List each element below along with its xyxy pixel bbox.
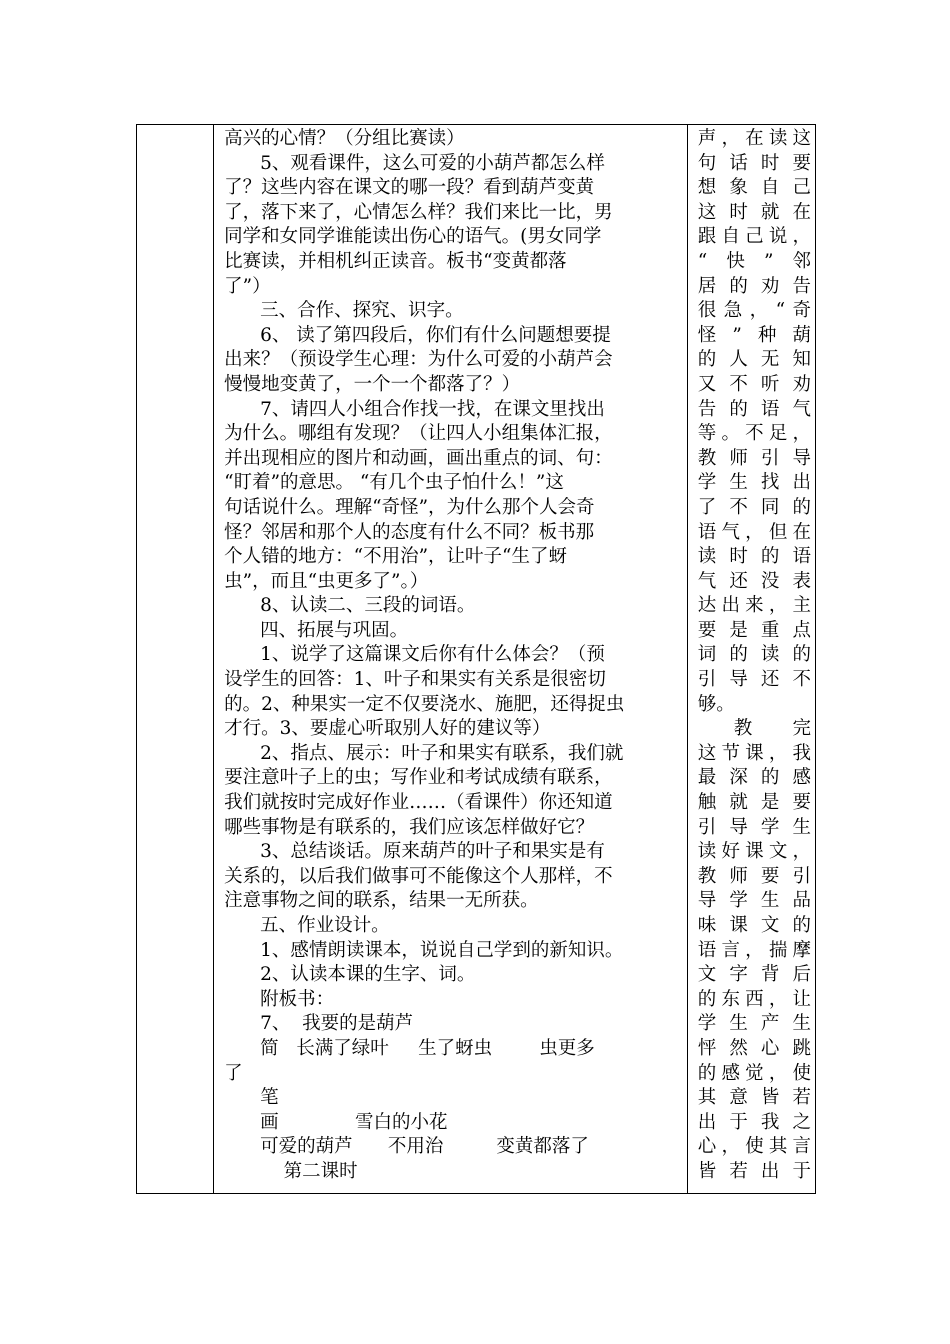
teaching-process-cell	[214, 125, 688, 1194]
reflection-text-line: 句话时要	[697, 152, 811, 174]
main-text-line: 附板书：	[260, 988, 335, 1010]
reflection-text-line: 触就是要	[697, 792, 811, 814]
main-text-line: 的。2、种果实一定不仅要浇水、施肥，还得捉虫	[224, 693, 625, 715]
reflection-text-line: 达出来，主	[697, 595, 811, 617]
reflection-text-line: 够。	[697, 693, 735, 715]
reflection-text-line: 这节课，我	[697, 742, 811, 764]
reflection-text-line: 教师引导	[697, 447, 811, 469]
main-text-line: 要注意叶子上的虫；写作业和考试成绩有联系，	[224, 767, 613, 789]
main-text-line: 8、认读二、三段的词语。	[260, 595, 476, 617]
reflection-text-line: 出于我之	[697, 1111, 811, 1133]
main-text-line: 慢慢地变黄了，一个一个都落了？）	[224, 373, 521, 395]
reflection-text-line: 引导还不	[697, 669, 811, 691]
reflection-text-line: 要是重点	[697, 619, 811, 641]
main-text-line: 五、作业设计。	[260, 915, 390, 936]
main-text-line: 可爱的葫芦 不用治 变黄都落了	[260, 1136, 589, 1158]
reflection-text-line: 教完	[733, 718, 811, 740]
reflection-text-line: 告的语气	[697, 398, 811, 420]
main-text-line: 怪？邻居和那个人的态度有什么不同？板书那	[224, 521, 595, 543]
reflection-text-line: 学生产生	[697, 1013, 811, 1035]
reflection-text-line: 的东西，让	[697, 988, 811, 1010]
main-text-line: 了？这些内容在课文的哪一段？看到葫芦变黄	[224, 177, 595, 199]
reflection-text-line: 其意皆若	[697, 1087, 811, 1109]
reflection-text-line: 居的劝告	[697, 275, 811, 297]
reflection-text-line: 怪”种葫	[697, 324, 811, 346]
reflection-text-line: 语言，揣摩	[697, 939, 811, 961]
reflection-text-line: 读好课文，	[697, 841, 811, 863]
main-text-line: 关系的，以后我们做事可不能像这个人那样，不	[224, 865, 613, 887]
main-text-line: 1、说学了这篇课文后你有什么体会？（预	[260, 644, 605, 666]
main-text-line: 才行。3、要虚心听取别人好的建议等）	[224, 718, 551, 740]
main-text-line: 三、合作、探究、识字。	[260, 300, 464, 322]
main-text-line: 个人错的地方：“不用治”，让叶子“生了蚜	[224, 546, 567, 568]
main-text-line: 3、总结谈话。原来葫芦的叶子和果实是有	[260, 841, 605, 863]
reflection-text-line: 教师要引	[697, 865, 811, 887]
reflection-text-line: 的人无知	[697, 349, 811, 371]
main-text-line: 高兴的心情？（分组比赛读）	[224, 128, 465, 149]
main-text-line: 简 长满了绿叶 生了蚜虫 虫更多	[260, 1037, 595, 1059]
main-text-line: 第二课时	[260, 1160, 358, 1182]
main-text-line: 2、指点、展示：叶子和果实有联系，我们就	[260, 742, 624, 764]
reflection-cell	[687, 125, 815, 1194]
reflection-text-line: 跟自己说，	[697, 226, 811, 248]
main-text-line: 6、 读了第四段后，你们有什么问题想要提	[260, 324, 611, 346]
reflection-text-line: 皆若出于	[697, 1160, 811, 1182]
main-text-line: 2、认读本课的生字、词。	[260, 964, 476, 986]
main-text-line: 我们就按时完成好作业……（看课件）你还知道	[224, 792, 613, 814]
reflection-text-line: 这时就在	[697, 201, 811, 223]
reflection-text-line: 等。不足，	[697, 423, 811, 445]
main-text-line: 并出现相应的图片和动画，画出重点的词、句：	[224, 447, 613, 469]
main-text-line: 句话说什么。理解“奇怪”，为什么那个人会奇	[224, 496, 595, 518]
reflection-text-line: 声，在读这	[697, 128, 811, 149]
reflection-text-line: “快”邻	[697, 250, 811, 272]
main-text-line: 笔	[260, 1087, 279, 1109]
main-text-line: 虫”，而且“虫更多了”。）	[224, 570, 429, 592]
main-text-line: 设学生的回答：1、叶子和果实有关系是很密切	[224, 669, 606, 691]
reflection-text-line: 气还没表	[697, 570, 811, 592]
reflection-text-line: 怦然心跳	[697, 1037, 811, 1059]
main-text-line: 注意事物之间的联系，结果一无所获。	[224, 890, 539, 912]
reflection-text-line: 引导学生	[697, 816, 811, 838]
main-text-line: “盯着”的意思。 “有几个虫子怕什么！”这	[224, 472, 564, 494]
main-text-line: 为什么。哪组有发现？（让四人小组集体汇报，	[224, 423, 613, 445]
reflection-text-line: 味课文的	[697, 915, 811, 936]
main-text-line: 了	[224, 1062, 243, 1084]
reflection-text-line: 很急，“奇	[697, 300, 811, 322]
reflection-text-line: 的感觉，使	[697, 1062, 811, 1084]
main-text-line: 1、感情朗读课本，说说自己学到的新知识。	[260, 939, 624, 961]
reflection-text-line: 词的读的	[697, 644, 811, 666]
reflection-text-line: 心，使其言	[697, 1136, 811, 1158]
main-text-line: 画 雪白的小花	[260, 1111, 448, 1133]
reflection-text-line: 语气，但在	[697, 521, 811, 543]
main-text-line: 7、 我要的是葫芦	[260, 1013, 414, 1035]
main-text-line: 四、拓展与巩固。	[260, 619, 409, 641]
reflection-text-line: 学生找出	[697, 472, 811, 494]
table-row	[137, 125, 816, 1194]
main-text-line: 7、请四人小组合作找一找，在课文里找出	[260, 398, 605, 420]
main-text-line: 同学和女同学谁能读出伤心的语气。(男女同学	[224, 226, 602, 248]
lesson-plan-table	[136, 124, 816, 1194]
main-text-line: 哪些事物是有联系的，我们应该怎样做好它？	[224, 816, 595, 838]
reflection-text-line: 想象自己	[697, 177, 811, 199]
reflection-text-line: 又不听劝	[697, 373, 811, 395]
reflection-text-line: 文字背后	[697, 964, 811, 986]
reflection-text-line: 读时的语	[697, 546, 811, 568]
reflection-text-line: 导学生品	[697, 890, 811, 912]
main-text-line: 了，落下来了，心情怎么样？我们来比一比，男	[224, 201, 613, 223]
main-text-line: 出来？（预设学生心理：为什么可爱的小葫芦会	[224, 349, 613, 371]
main-text-line: 比赛读，并相机纠正读音。板书“变黄都落	[224, 250, 567, 272]
main-text-line: 了”）	[224, 275, 271, 297]
reflection-text-line: 了不同的	[697, 496, 811, 518]
reflection-text-line: 最深的感	[697, 767, 811, 789]
main-text-line: 5、观看课件，这么可爱的小葫芦都怎么样	[260, 152, 605, 174]
left-blank-cell	[137, 125, 214, 1194]
